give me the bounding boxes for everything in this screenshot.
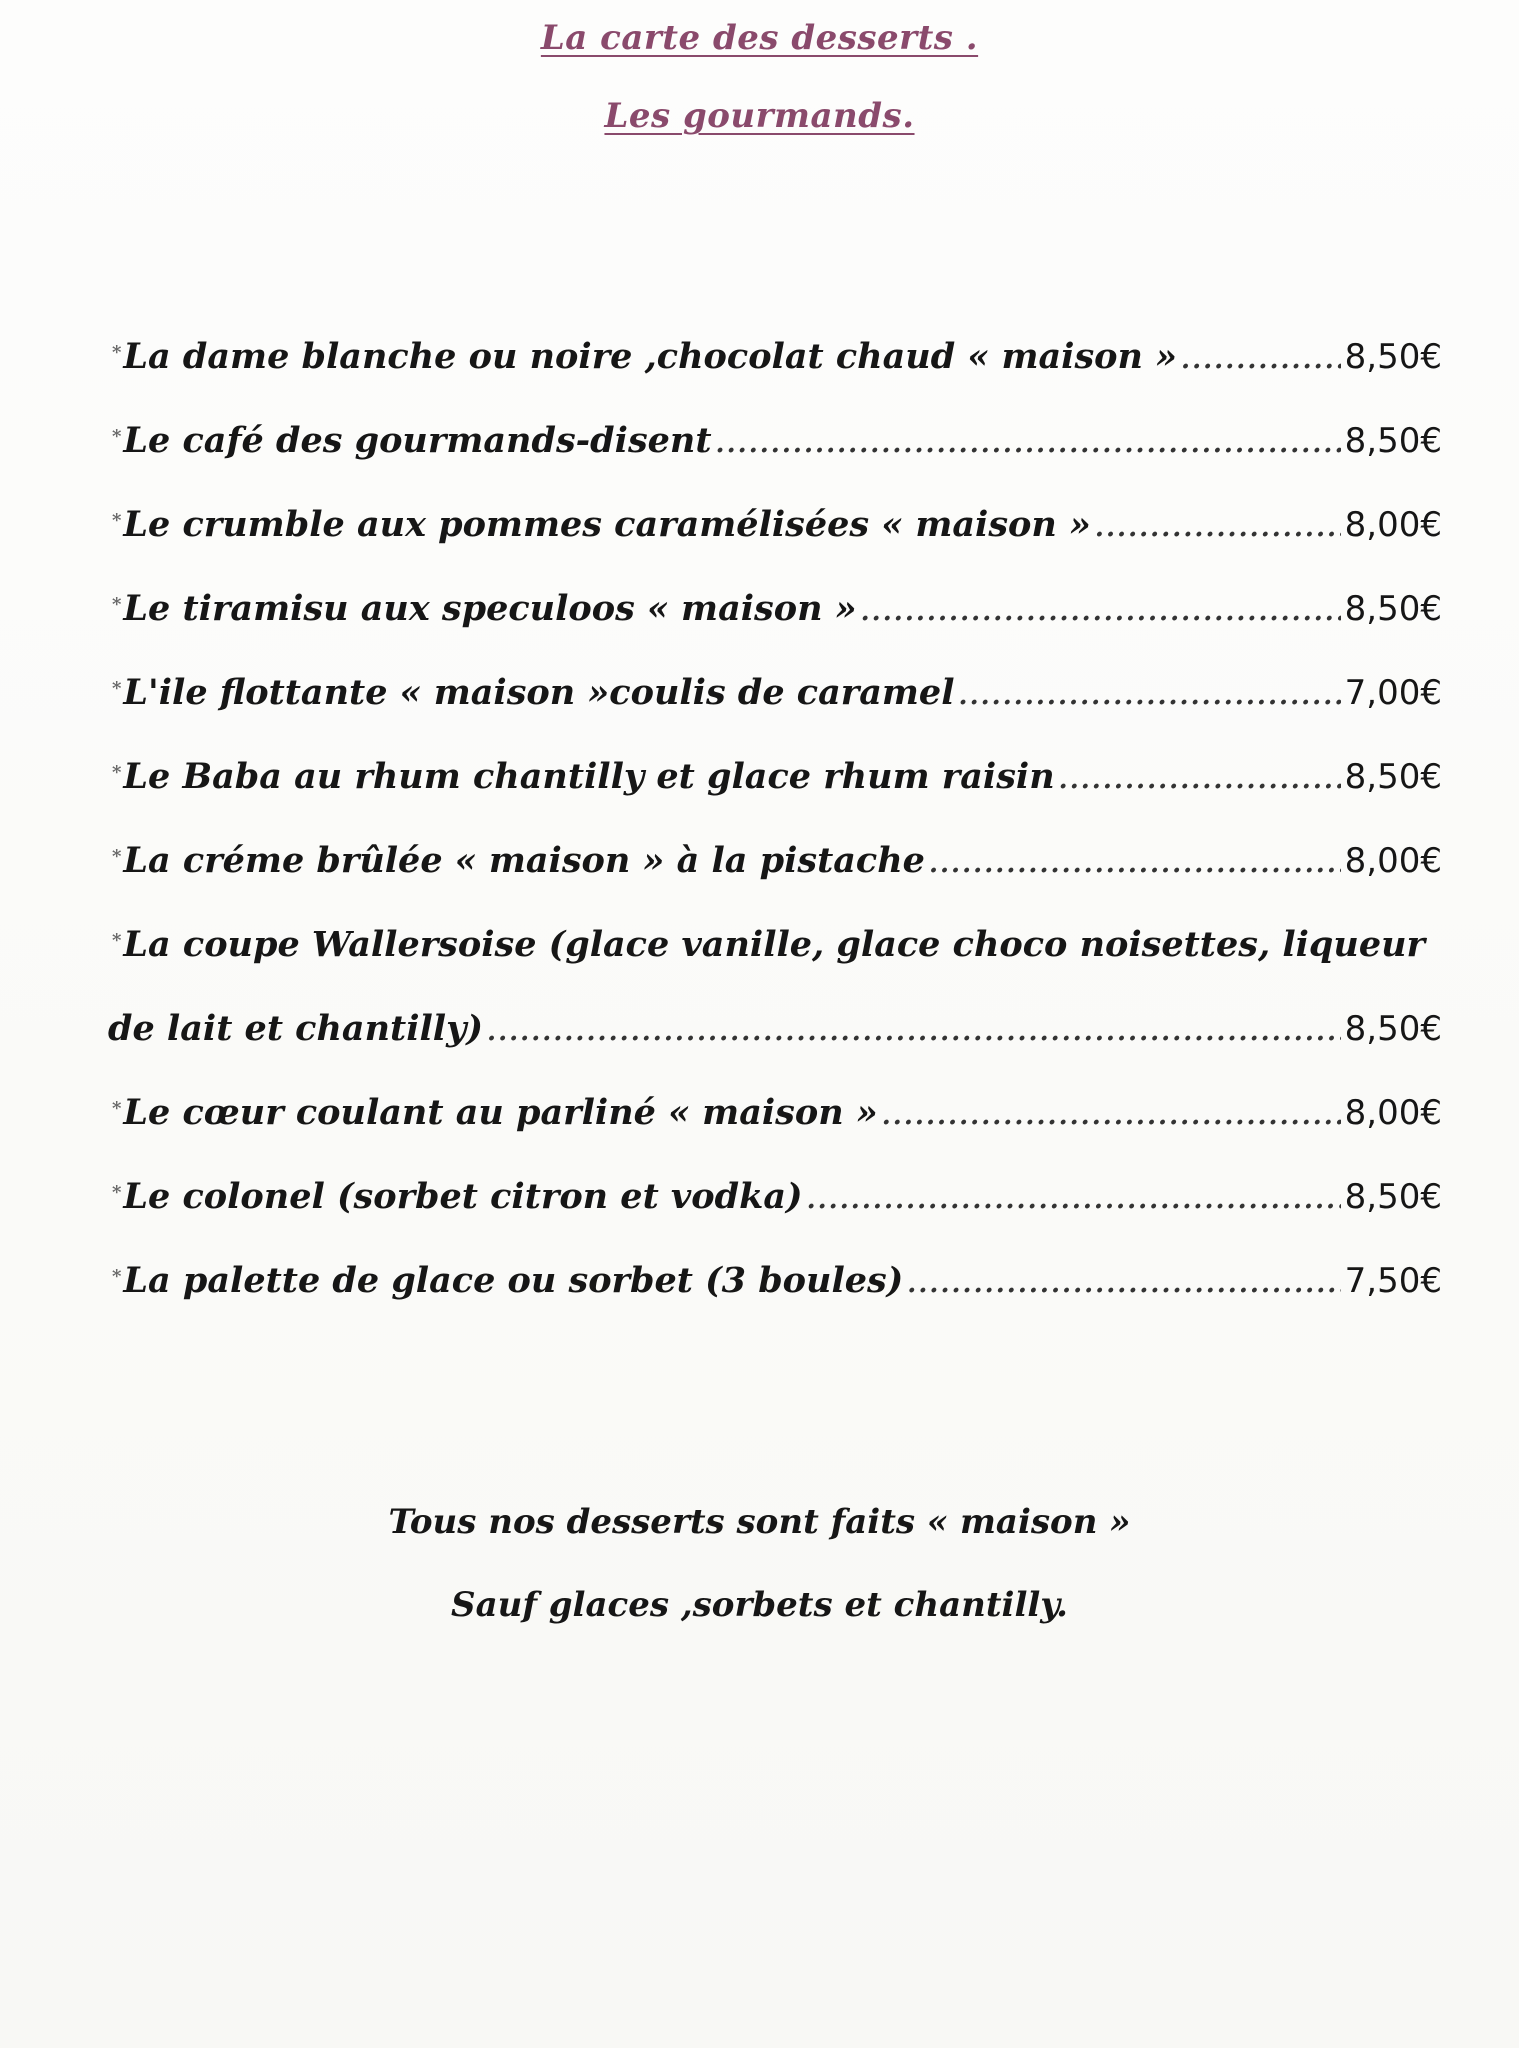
menu-item [112, 483, 1442, 567]
menu-item [112, 399, 1442, 483]
bullet-star-icon: * [112, 510, 122, 531]
menu-item [108, 903, 1442, 1071]
dot-leader [959, 654, 1341, 738]
dot-leader [861, 570, 1341, 654]
footer-note-homemade: Tous nos desserts sont faits « maison » [388, 1502, 1131, 1542]
dot-leader [807, 1158, 1341, 1242]
menu-item [112, 1155, 1442, 1239]
menu-item-name: La dame blanche ou noire ,chocolat chaud « maison » [123, 336, 1178, 377]
menu-item [112, 1071, 1442, 1155]
menu-item-price: 8,00€ [1344, 505, 1442, 545]
menu-item [112, 567, 1442, 651]
menu-item-price: 8,50€ [1344, 337, 1442, 377]
menu-item-name: L'ile flottante « maison »coulis de caramel [123, 672, 955, 713]
menu-item-price: 8,50€ [1344, 757, 1442, 797]
dot-leader [716, 402, 1341, 486]
dot-leader [907, 1242, 1340, 1326]
bullet-star-icon: * [112, 762, 122, 783]
menu-item-price: 7,50€ [1344, 1261, 1442, 1301]
menu-item-price: 8,50€ [1344, 1177, 1442, 1217]
menu-item-price: 8,00€ [1344, 841, 1442, 881]
bullet-star-icon: * [112, 1098, 122, 1119]
bullet-star-icon: * [112, 342, 122, 363]
menu-item-name: Le cœur coulant au parliné « maison » [123, 1092, 878, 1133]
dessert-list [108, 315, 1442, 1323]
menu-item-price: 8,00€ [1344, 1093, 1442, 1133]
menu-item-name-continued: de lait et chantilly) [108, 1008, 484, 1049]
menu-item [112, 819, 1442, 903]
menu-item-name: Le café des gourmands-disent [123, 420, 712, 461]
menu-item [112, 651, 1442, 735]
menu-item-price: 8,50€ [1344, 421, 1442, 461]
menu-item-price: 8,50€ [1344, 1009, 1442, 1049]
menu-item [112, 1239, 1442, 1323]
bullet-star-icon: * [112, 846, 122, 867]
menu-item-name: Le colonel (sorbet citron et vodka) [123, 1176, 803, 1217]
dot-leader [1181, 318, 1341, 402]
menu-item [112, 315, 1442, 399]
menu-item-name: Le crumble aux pommes caramélisées « maison » [123, 504, 1091, 545]
dot-leader [1059, 738, 1341, 822]
dot-leader [882, 1074, 1341, 1158]
menu-item-name: Le tiramisu aux speculoos « maison » [123, 588, 857, 629]
footer-note-exceptions: Sauf glaces ,sorbets et chantilly. [451, 1585, 1068, 1625]
bullet-star-icon: * [112, 594, 122, 615]
dot-leader [487, 990, 1341, 1074]
bullet-star-icon: * [112, 1182, 122, 1203]
page-title: La carte des desserts . [540, 18, 979, 58]
menu-item-name: La coupe Wallersoise (glace vanille, glace choco noisettes, liqueur [123, 924, 1425, 965]
bullet-star-icon: * [112, 930, 122, 951]
menu-item-name: La palette de glace ou sorbet (3 boules) [123, 1260, 904, 1301]
dot-leader [929, 822, 1341, 906]
section-subtitle: Les gourmands. [604, 96, 915, 136]
menu-item-name: Le Baba au rhum chantilly et glace rhum raisin [123, 756, 1055, 797]
menu-item [112, 735, 1442, 819]
bullet-star-icon: * [112, 1266, 122, 1287]
menu-item-price: 7,00€ [1344, 673, 1442, 713]
bullet-star-icon: * [112, 678, 122, 699]
menu-item-name: La créme brûlée « maison » à la pistache [123, 840, 925, 881]
menu-item-price: 8,50€ [1344, 589, 1442, 629]
dot-leader [1095, 486, 1341, 570]
bullet-star-icon: * [112, 426, 122, 447]
